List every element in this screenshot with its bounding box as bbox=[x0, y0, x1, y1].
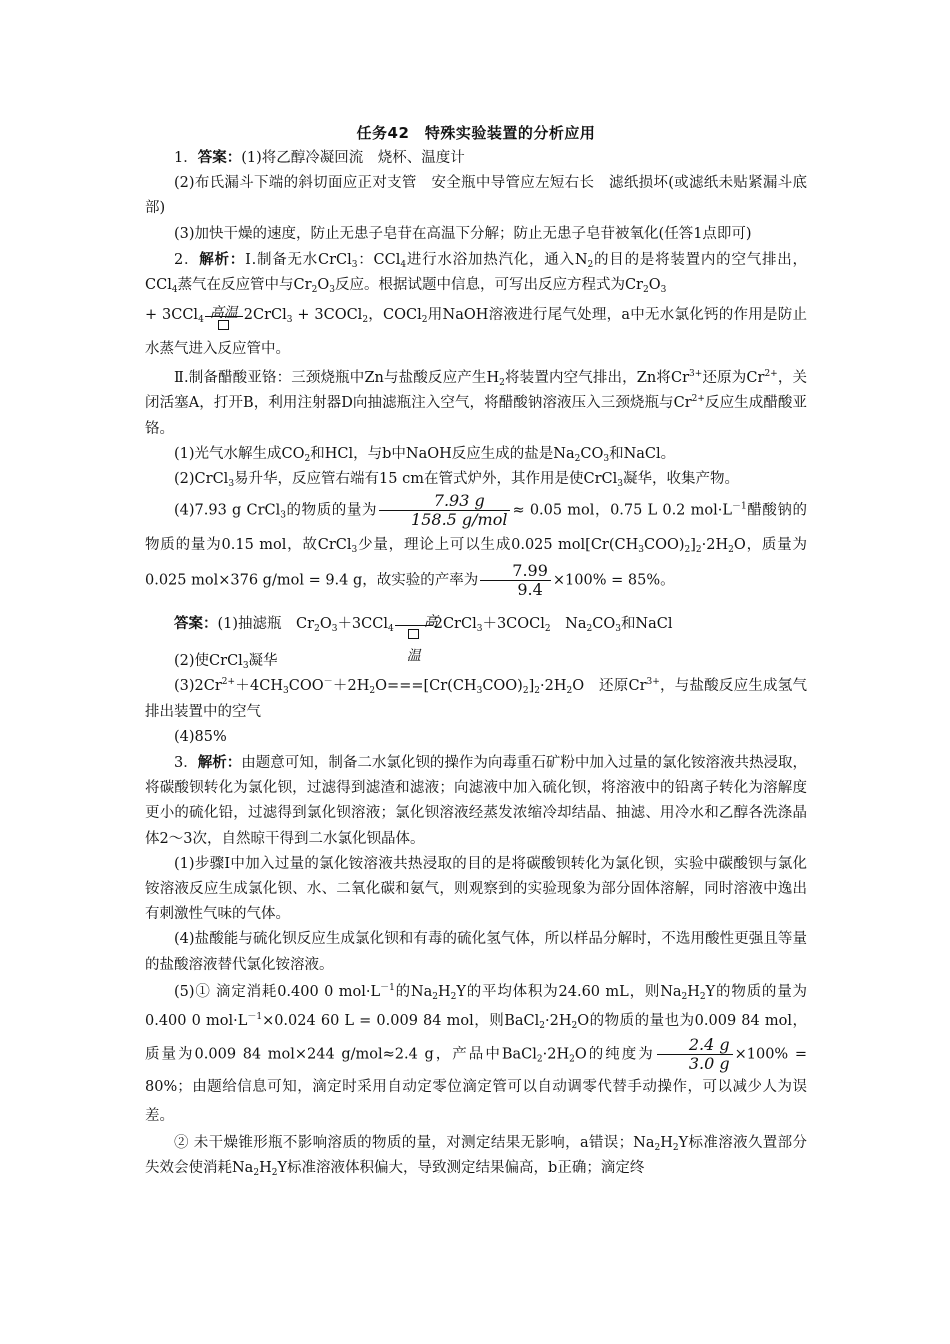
q1-answer-line3: (3)加快干燥的速度，防止无患子皂苷在高温下分解；防止无患子皂苷被氧化(任答1点即可) bbox=[174, 225, 752, 242]
page-title: 任务42 特殊实验装置的分析应用 bbox=[356, 124, 596, 142]
answer-text: (1)将乙醇冷凝回流 烧杯、温度计 bbox=[241, 150, 465, 166]
q2-analysis-para3: Ⅱ.制备醋酸亚铬：三颈烧瓶中Zn与盐酸反应产生$H_2$将装置内空气排出，Zn将$Cr^{3+}$还原为$Cr^{2+}$，关闭活塞A，打开B，利用注射器D向抽滤瓶注入空气，将醋酸钠溶液压入三颈烧瓶与$Cr^{2+}$反应生成醋酸亚铬。 bbox=[145, 369, 808, 437]
question-number: 3． bbox=[174, 755, 198, 772]
analysis-label: 解析： bbox=[197, 754, 242, 772]
answer-label: 答案： bbox=[174, 615, 218, 633]
q2-analysis-para5: (2)CrCl$_3$易升华，反应管右端有15 cm在管式炉外，其作用是使CrCl$_3$凝华，收集产物。 bbox=[174, 471, 739, 490]
q1-answer-line2: (2)布氏漏斗下端的斜切面应正对支管 安全瓶中导管应左短右长 滤纸损坏(或滤纸未贴紧漏斗底部) bbox=[145, 175, 807, 217]
fraction: $\frac{7.93 g}{\text{158.5 g/mol}}$ bbox=[379, 492, 510, 529]
question-number: 1． bbox=[174, 150, 198, 166]
q3-analysis-para5: ② 未干燥锥形瓶不影响溶质的物质的量，对测定结果无影响，a错误；$Na_2H_2Y$标准溶液久置部分失效会使消耗$Na_2H_2Y$标准溶液体积偏大，导致测定结果偏高，b正确；滴定终 bbox=[145, 1134, 807, 1179]
fraction: $\frac{7.99}{9.4}$ bbox=[480, 562, 551, 599]
q2-answer-line2: (2)使CrCl$_3$凝华 bbox=[174, 653, 278, 672]
q3-analysis-para3: (4)盐酸能与硫化钡反应生成氯化钡和有毒的硫化氢气体，所以样品分解时，不选用酸性更强且等量的盐酸溶液替代氯化铵溶液。 bbox=[145, 931, 807, 973]
q2-answer-line4: (4)85% bbox=[174, 728, 227, 745]
q3-analysis-para2: (1)步骤Ⅰ中加入过量的氯化铵溶液共热浸取的目的是将碳酸钡转化为氯化钡，实验中碳酸钡与氯化铵溶液反应生成氯化钡、水、二氧化碳和氨气，则观察到的实验现象为部分固体溶解，同时溶液中逸出有刺激性气味的气体。 bbox=[145, 855, 807, 923]
reaction-condition-arrow: 高温 bbox=[395, 607, 433, 641]
fraction: $\frac{2.4 g}{3.0 g}$ bbox=[657, 1036, 733, 1073]
analysis-label: 解析： bbox=[199, 250, 246, 268]
q2-analysis-para1: 2．解析：Ⅰ.制备无水CrCl$_3$：CCl$_4$进行水浴加热汽化，通入$N_2$的目的是将装置内的空气排出，CCl$_4$蒸气在反应管中与$Cr_2O_3$反应。根据试题中信息，可写出反应方程式为$Cr_2O_3$ bbox=[145, 250, 808, 296]
document-page bbox=[145, 122, 807, 1181]
q3-analysis-para4: (5)① 滴定消耗0.400 0 $mol\cdot L^{-1}$的$Na_2H_2Y$的平均体积为24.60 mL，则$Na_2H_2Y$的物质的量为0.400 0 $mol\cdot L^{-1}\times 0.024$ 60 L = 0.009 84 mol，则$BaCl_2\cdot 2H_2O$的物质的量也为0.009 84 mol，质量为0.009 84 mol×244 g/mol≈2.4 g，产品中$BaCl_2\cdot 2H_2O$的纯度为 $\frac{2.4 g}{3.0 g}$ ×100% = 80%；由题给信息可知，滴定时采用自动定零位滴定管可以自动调零代替手动操作，可以减少人为误差。 bbox=[145, 982, 807, 1124]
reaction-condition-arrow: 高温 bbox=[205, 298, 243, 332]
q3-analysis-para1: 3．解析：由题意可知，制备二水氯化钡的操作为向毒重石矿粉中加入过量的氯化铵溶液共热浸取，将碳酸钡转化为氯化钡，过滤得到滤渣和滤液；向滤液中加入硫化钡，将溶液中的铅离子转化为溶解度更小的硫化铅，过滤得到氯化钡溶液；氯化钡溶液经蒸发浓缩冷却结晶、抽滤、用冷水和乙醇各洗涤晶体2～3次，自然晾干得到二水氯化钡晶体。 bbox=[145, 754, 808, 847]
question-number: 2． bbox=[174, 251, 200, 268]
answer-label: 答案： bbox=[197, 149, 242, 166]
q2-answer-line1: 答案：(1)抽滤瓶 $Cr_2O_3+3CCl_4$ 高温 2CrCl$_3$＋3COCl$_2$ $Na_2CO_3$和NaCl bbox=[145, 607, 807, 641]
q2-answer-line3: $(3)2Cr^{2+}+4CH_3COO^-+2H_2O===[Cr(CH_3COO)_2]_2\cdot 2H_2O$ 还原$Cr^{3+}$，与盐酸反应生成氢气排出装置中的空气 bbox=[145, 677, 807, 720]
q2-analysis-para6: (4)7.93 g CrCl$_3$的物质的量为 $\frac{7.93 g}{\text{158.5 g/mol}}$ ≈ 0.05 mol，0.75 L 0.2 $mol\cdot L^{-1}$醋酸钠的物质的量为0.15 mol，故CrCl$_3$少量，理论上可以生成0.025 $mol[Cr(CH_3COO)_2]_2\cdot 2H_2O$，质量为0.025 mol×376 g/mol = 9.4 g，故实验的产率为 $\frac{7.99}{9.4}$ ×100% = 85%。 bbox=[145, 491, 807, 600]
q1-answer-line1 bbox=[145, 145, 807, 171]
q2-analysis-equation: + 3CCl$_4$ 高温 2CrCl$_3$ + 3COCl$_2$，COCl$_2$用NaOH溶液进行尾气处理，a中无水氯化钙的作用是防止水蒸气进入反应管中。 bbox=[145, 298, 807, 366]
q2-analysis-para4: (1)光气水解生成$CO_2$和HCl，与b中NaOH反应生成的盐是$Na_2CO_3$和NaCl。 bbox=[174, 445, 676, 464]
